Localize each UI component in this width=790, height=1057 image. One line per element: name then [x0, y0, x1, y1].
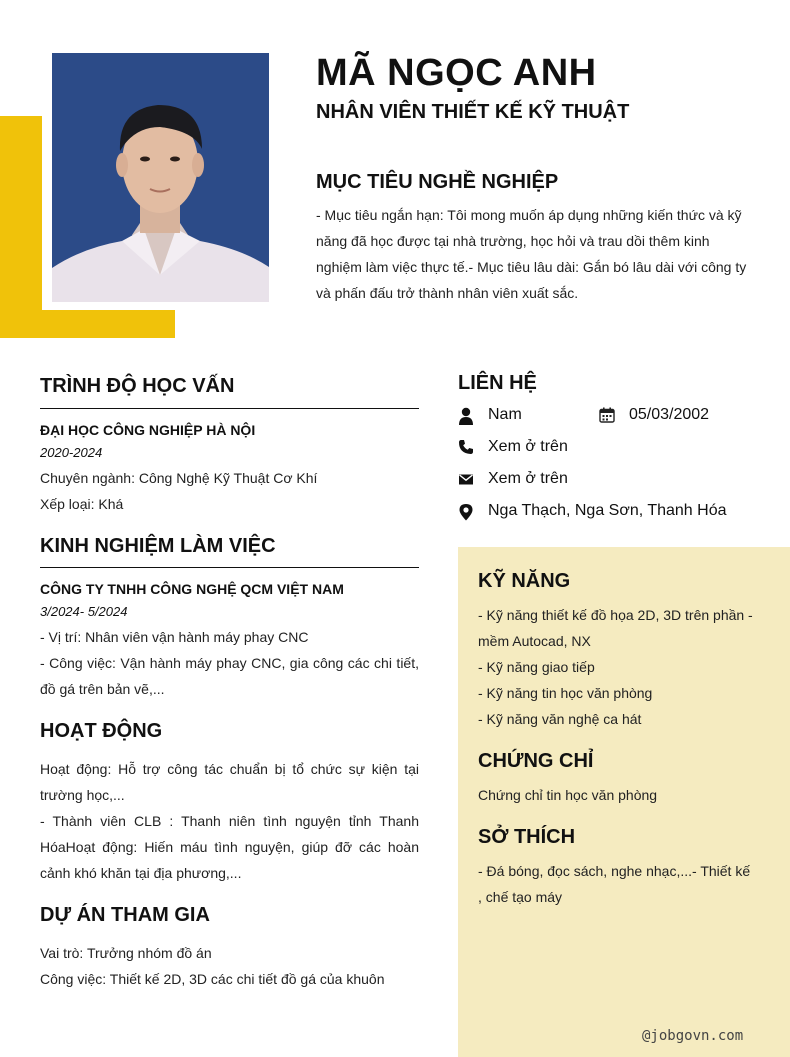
activities-heading: HOẠT ĐỘNG [40, 720, 163, 742]
objective-heading: MỤC TIÊU NGHỀ NGHIỆP [316, 171, 559, 193]
hobbies-text: - Đá bóng, đọc sách, nghe nhạc,...- Thiết kế , chế tạo máy [478, 863, 751, 905]
contact-email [458, 470, 568, 488]
objective-text: - Mục tiêu ngắn hạn: Tôi mong muốn áp dụng những kiến thức và kỹ năng đã học được tại nhà trường, học hỏi và trau dồi thêm kinh nghiệm làm việc thực tế.- Mục tiêu lâu dài: Gắn bó lâu dài với công ty và phấn đấu trở thành nhân viên xuất sắc. [316, 207, 747, 301]
activity-item: Hoạt động: Hỗ trợ công tác chuẩn bị tổ chức sự kiện tại trường học,... [40, 761, 419, 803]
experience-period: 3/2024- 5/2024 [40, 604, 128, 619]
contact-email-value: Xem ở trên [488, 470, 568, 487]
contact-phone-value: Xem ở trên [488, 438, 568, 455]
skill-item: - Kỹ năng thiết kế đồ họa 2D, 3D trên phần - mềm Autocad, NX [478, 607, 753, 649]
skill-item: - Kỹ năng tin học văn phòng [478, 685, 653, 701]
skills-heading: KỸ NĂNG [478, 570, 571, 592]
experience-heading: KINH NGHIỆM LÀM VIỆC [40, 535, 276, 557]
profile-photo [52, 53, 269, 302]
accent-bar-vertical [0, 116, 42, 338]
education-divider [40, 408, 419, 409]
contact-gender [458, 406, 522, 424]
contact-birthday [599, 406, 709, 424]
activity-item: - Thành viên CLB : Thanh niên tình nguyện tỉnh Thanh HóaHoạt động: Hiến máu tình nguyện, giúp đỡ các hoàn cảnh khó khăn tại địa phương,... [40, 813, 419, 881]
hobbies-heading: SỞ THÍCH [478, 826, 576, 848]
education-grade: Xếp loại: Khá [40, 496, 124, 512]
experience-position: - Vị trí: Nhân viên vận hành máy phay CNC [40, 629, 309, 645]
skill-item: - Kỹ năng văn nghệ ca hát [478, 711, 642, 727]
candidate-name: MÃ NGỌC ANH [316, 52, 597, 94]
location-pin-icon [458, 503, 474, 519]
accent-bar-horizontal [0, 310, 175, 338]
contact-phone [458, 438, 568, 456]
certificate-item: Chứng chỉ tin học văn phòng [478, 787, 658, 803]
contact-address-value: Nga Thạch, Nga Sơn, Thanh Hóa [488, 502, 727, 519]
education-period: 2020-2024 [40, 445, 103, 460]
watermark: @jobgovn.com [642, 1028, 744, 1044]
calendar-icon [599, 407, 615, 423]
project-work: Công việc: Thiết kế 2D, 3D các chi tiết đồ gá của khuôn [40, 971, 385, 987]
phone-icon [458, 439, 474, 455]
education-major: Chuyên ngành: Công Nghệ Kỹ Thuật Cơ Khí [40, 470, 318, 486]
job-title: NHÂN VIÊN THIẾT KẾ KỸ THUẬT [316, 101, 630, 123]
contact-gender-value: Nam [488, 406, 522, 423]
certificates-heading: CHỨNG CHỈ [478, 750, 594, 772]
education-heading: TRÌNH ĐỘ HỌC VẤN [40, 375, 235, 397]
experience-duties: - Công việc: Vận hành máy phay CNC, gia công các chi tiết, đồ gá trên bản vẽ,... [40, 655, 419, 697]
person-icon [458, 407, 474, 423]
experience-company: CÔNG TY TNHH CÔNG NGHỆ QCM VIỆT NAM [40, 581, 344, 597]
skill-item: - Kỹ năng giao tiếp [478, 659, 595, 675]
projects-heading: DỰ ÁN THAM GIA [40, 904, 210, 926]
contact-address [458, 502, 727, 520]
mail-icon [458, 471, 474, 487]
contact-birthday-value: 05/03/2002 [629, 406, 710, 423]
education-school: ĐẠI HỌC CÔNG NGHIỆP HÀ NỘI [40, 422, 256, 438]
experience-divider [40, 567, 419, 568]
project-role: Vai trò: Trưởng nhóm đồ án [40, 945, 212, 961]
contact-heading: LIÊN HỆ [458, 372, 537, 394]
